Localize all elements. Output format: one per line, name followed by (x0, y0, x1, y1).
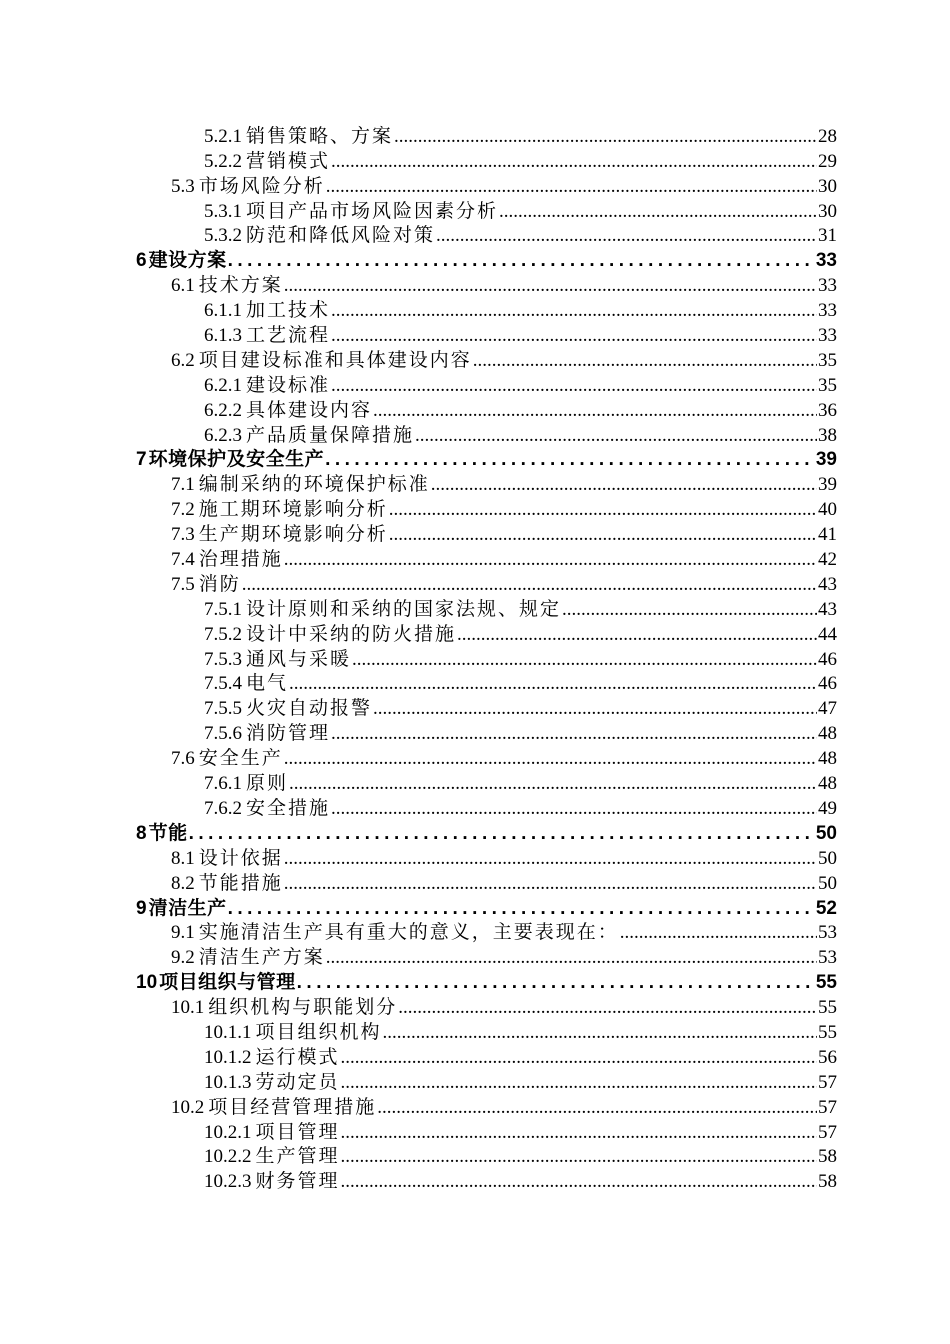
toc-entry[interactable] (0, 1045, 950, 1070)
toc-entry-number: 10.2.3 (204, 1171, 252, 1193)
toc-dot-leader (383, 1021, 817, 1045)
toc-entry-title: 项目组织与管理 (159, 972, 296, 994)
toc-entry-number: 7.5.2 (204, 623, 242, 645)
toc-entry-title: 产品质量保障措施 (246, 424, 415, 446)
toc-entry-page-number: 53 (818, 922, 837, 944)
toc-entry-page-number: 50 (815, 822, 837, 844)
toc-entry-page-number: 33 (818, 300, 837, 322)
toc-entry[interactable] (0, 896, 950, 921)
toc-dot-leader (620, 921, 817, 945)
toc-entry[interactable] (0, 1120, 950, 1145)
toc-entry-page-number: 30 (818, 200, 837, 222)
toc-dot-leader (389, 523, 817, 547)
toc-entry-title: 节能措施 (198, 872, 283, 894)
table-of-contents (0, 124, 950, 1194)
toc-entry-title: 加工技术 (246, 300, 331, 322)
toc-entry-number: 7.5 (171, 573, 195, 595)
toc-dot-leader (289, 672, 817, 696)
toc-entry-page-number: 55 (815, 972, 837, 994)
toc-dot-leader (284, 872, 817, 896)
toc-entry-page-number: 58 (818, 1171, 837, 1193)
toc-entry-title: 具体建设内容 (246, 399, 373, 421)
toc-entry-title: 运行模式 (255, 1046, 340, 1068)
toc-entry-title: 施工期环境影响分析 (198, 499, 388, 521)
toc-entry-number: 8.2 (171, 872, 195, 894)
toc-entry-number: 10.1.3 (204, 1071, 252, 1093)
toc-entry-number: 10.2 (171, 1096, 205, 1118)
toc-dot-leader (326, 175, 817, 199)
toc-entry-title: 设计原则和采纳的国家法规、规定 (246, 598, 562, 620)
toc-entry[interactable] (0, 497, 950, 522)
toc-entry-number: 10.2.2 (204, 1146, 252, 1168)
toc-entry-page-number: 47 (818, 698, 837, 720)
toc-dot-leader (431, 473, 817, 497)
toc-entry[interactable] (0, 298, 950, 323)
toc-entry[interactable] (0, 597, 950, 622)
toc-dot-leader (297, 971, 815, 995)
toc-entry-page-number: 57 (818, 1071, 837, 1093)
toc-entry[interactable] (0, 373, 950, 398)
toc-entry-page-number: 36 (818, 399, 837, 421)
toc-dot-leader (394, 125, 817, 149)
toc-entry-number: 6.2 (171, 349, 195, 371)
toc-entry-title: 安全措施 (246, 797, 331, 819)
toc-dot-leader (331, 150, 817, 174)
toc-entry-number: 8 (136, 822, 147, 844)
toc-dot-leader (228, 249, 815, 273)
toc-entry-number: 10.1.2 (204, 1046, 252, 1068)
toc-entry-title: 清洁生产 (148, 897, 227, 919)
toc-dot-leader (289, 772, 817, 796)
toc-entry[interactable] (0, 796, 950, 821)
toc-entry-number: 6.2.1 (204, 374, 242, 396)
toc-entry-page-number: 40 (818, 499, 837, 521)
toc-entry-title: 防范和降低风险对策 (246, 225, 436, 247)
toc-entry-title: 建设方案 (148, 250, 227, 272)
toc-entry[interactable] (0, 622, 950, 647)
toc-entry-number: 7.6 (171, 748, 195, 770)
toc-entry[interactable] (0, 1070, 950, 1095)
toc-entry-number: 7.6.2 (204, 797, 242, 819)
toc-dot-leader (436, 224, 817, 248)
toc-entry-title: 项目管理 (255, 1121, 340, 1143)
toc-entry-number: 5.3.2 (204, 225, 242, 247)
toc-entry-number: 9 (136, 897, 147, 919)
toc-entry-title: 组织机构与职能划分 (208, 997, 398, 1019)
toc-entry-number: 9.1 (171, 922, 195, 944)
toc-dot-leader (473, 349, 817, 373)
toc-entry-page-number: 38 (818, 424, 837, 446)
toc-dot-leader (242, 573, 817, 597)
toc-entry-title: 消防 (198, 573, 241, 595)
toc-entry[interactable] (0, 871, 950, 896)
toc-entry-number: 5.2.1 (204, 125, 242, 147)
toc-entry-title: 财务管理 (255, 1171, 340, 1193)
toc-entry-number: 6.2.2 (204, 399, 242, 421)
toc-entry-page-number: 57 (818, 1121, 837, 1143)
toc-entry-page-number: 33 (818, 325, 837, 347)
toc-entry-page-number: 55 (818, 997, 837, 1019)
toc-entry-number: 10.1.1 (204, 1021, 252, 1043)
toc-dot-leader (331, 722, 817, 746)
toc-dot-leader (284, 274, 817, 298)
toc-entry-title: 设计依据 (198, 847, 283, 869)
toc-entry[interactable] (0, 672, 950, 697)
toc-entry-title: 项目经营管理措施 (208, 1096, 377, 1118)
toc-entry[interactable] (0, 1020, 950, 1045)
toc-entry[interactable] (0, 1169, 950, 1194)
toc-entry-page-number: 35 (818, 349, 837, 371)
toc-dot-leader (284, 847, 817, 871)
toc-entry[interactable] (0, 149, 950, 174)
toc-dot-leader (352, 648, 817, 672)
toc-entry-title: 原则 (246, 773, 289, 795)
toc-entry[interactable] (0, 821, 950, 846)
toc-entry-page-number: 43 (818, 598, 837, 620)
toc-entry[interactable] (0, 1095, 950, 1120)
toc-entry-title: 消防管理 (246, 723, 331, 745)
toc-entry[interactable] (0, 348, 950, 373)
toc-entry-number: 10 (136, 972, 158, 994)
toc-entry-page-number: 48 (818, 748, 837, 770)
toc-entry-page-number: 56 (818, 1046, 837, 1068)
toc-entry-page-number: 28 (818, 125, 837, 147)
toc-entry[interactable] (0, 921, 950, 946)
toc-entry-page-number: 58 (818, 1146, 837, 1168)
toc-dot-leader (284, 747, 817, 771)
toc-entry[interactable] (0, 696, 950, 721)
toc-entry[interactable] (0, 273, 950, 298)
toc-dot-leader (341, 1170, 817, 1194)
toc-entry-number: 6.1.3 (204, 325, 242, 347)
toc-entry-page-number: 29 (818, 150, 837, 172)
toc-entry[interactable] (0, 224, 950, 249)
toc-dot-leader (341, 1046, 817, 1070)
toc-dot-leader (341, 1145, 817, 1169)
toc-dot-leader (499, 200, 817, 224)
toc-dot-leader (331, 299, 817, 323)
toc-dot-leader (373, 697, 817, 721)
toc-entry-page-number: 55 (818, 1021, 837, 1043)
toc-entry-page-number: 46 (818, 648, 837, 670)
toc-entry-page-number: 39 (815, 449, 837, 471)
toc-entry-title: 火灾自动报警 (246, 698, 373, 720)
toc-entry-number: 6 (136, 250, 147, 272)
toc-entry-page-number: 57 (818, 1096, 837, 1118)
toc-entry-title: 设计中采纳的防火措施 (246, 623, 457, 645)
toc-dot-leader (373, 399, 817, 423)
toc-entry-number: 10.1 (171, 997, 205, 1019)
toc-entry-page-number: 35 (818, 374, 837, 396)
toc-entry[interactable] (0, 721, 950, 746)
toc-dot-leader (331, 374, 817, 398)
toc-dot-leader (377, 1096, 817, 1120)
toc-entry-title: 销售策略、方案 (246, 125, 394, 147)
toc-entry-title: 项目建设标准和具体建设内容 (198, 349, 472, 371)
toc-entry[interactable] (0, 174, 950, 199)
toc-entry-number: 7.5.4 (204, 673, 242, 695)
toc-entry-page-number: 53 (818, 947, 837, 969)
toc-entry-page-number: 33 (815, 250, 837, 272)
toc-entry-number: 7.5.6 (204, 723, 242, 745)
toc-dot-leader (457, 623, 817, 647)
toc-entry-page-number: 43 (818, 573, 837, 595)
toc-entry-number: 5.3 (171, 175, 195, 197)
toc-entry[interactable] (0, 199, 950, 224)
toc-dot-leader (331, 324, 817, 348)
toc-entry[interactable] (0, 746, 950, 771)
toc-entry[interactable] (0, 522, 950, 547)
toc-entry-page-number: 50 (818, 847, 837, 869)
toc-entry[interactable] (0, 846, 950, 871)
toc-entry[interactable] (0, 547, 950, 572)
toc-entry-page-number: 33 (818, 275, 837, 297)
toc-dot-leader (341, 1121, 817, 1145)
toc-entry-number: 5.2.2 (204, 150, 242, 172)
toc-entry-title: 建设标准 (246, 374, 331, 396)
toc-entry-number: 6.1.1 (204, 300, 242, 322)
toc-entry-title: 实施清洁生产具有重大的意义，主要表现在： (198, 922, 619, 944)
toc-dot-leader (398, 996, 817, 1020)
toc-entry-number: 7 (136, 449, 147, 471)
toc-entry-title: 营销模式 (246, 150, 331, 172)
toc-entry-page-number: 41 (818, 524, 837, 546)
toc-entry[interactable] (0, 771, 950, 796)
toc-entry[interactable] (0, 323, 950, 348)
toc-entry-title: 节能 (148, 822, 188, 844)
toc-entry-page-number: 30 (818, 175, 837, 197)
toc-entry-number: 7.5.3 (204, 648, 242, 670)
toc-entry-number: 7.3 (171, 524, 195, 546)
toc-entry[interactable] (0, 995, 950, 1020)
toc-entry[interactable] (0, 124, 950, 149)
toc-dot-leader (389, 498, 817, 522)
toc-entry-title: 电气 (246, 673, 289, 695)
toc-entry-number: 5.3.1 (204, 200, 242, 222)
toc-entry-page-number: 39 (818, 474, 837, 496)
toc-entry-page-number: 52 (815, 897, 837, 919)
toc-entry[interactable] (0, 1145, 950, 1170)
toc-dot-leader (228, 897, 815, 921)
toc-entry[interactable] (0, 448, 950, 473)
toc-entry-title: 生产管理 (255, 1146, 340, 1168)
toc-entry-number: 7.5.1 (204, 598, 242, 620)
toc-entry-page-number: 44 (818, 623, 837, 645)
toc-entry-page-number: 49 (818, 797, 837, 819)
toc-entry[interactable] (0, 248, 950, 273)
toc-entry-title: 项目组织机构 (255, 1021, 382, 1043)
toc-entry-title: 工艺流程 (246, 325, 331, 347)
toc-entry-title: 技术方案 (198, 275, 283, 297)
toc-entry-page-number: 46 (818, 673, 837, 695)
toc-dot-leader (415, 424, 817, 448)
toc-entry[interactable] (0, 970, 950, 995)
toc-entry-page-number: 31 (818, 225, 837, 247)
toc-entry-title: 清洁生产方案 (198, 947, 325, 969)
toc-entry-page-number: 42 (818, 549, 837, 571)
toc-dot-leader (325, 448, 815, 472)
toc-dot-leader (331, 797, 817, 821)
toc-entry-page-number: 48 (818, 773, 837, 795)
toc-dot-leader (189, 822, 815, 846)
toc-entry-page-number: 50 (818, 872, 837, 894)
toc-entry-number: 7.6.1 (204, 773, 242, 795)
toc-entry-page-number: 48 (818, 723, 837, 745)
toc-dot-leader (284, 548, 817, 572)
toc-entry-title: 项目产品市场风险因素分析 (246, 200, 499, 222)
toc-entry-number: 7.5.5 (204, 698, 242, 720)
toc-entry-number: 7.2 (171, 499, 195, 521)
toc-entry-title: 环境保护及安全生产 (148, 449, 325, 471)
toc-entry-title: 生产期环境影响分析 (198, 524, 388, 546)
toc-entry-number: 9.2 (171, 947, 195, 969)
toc-entry-title: 通风与采暖 (246, 648, 352, 670)
toc-entry-number: 10.2.1 (204, 1121, 252, 1143)
toc-entry-title: 治理措施 (198, 549, 283, 571)
toc-entry-title: 劳动定员 (255, 1071, 340, 1093)
toc-entry-title: 安全生产 (198, 748, 283, 770)
toc-entry-number: 7.1 (171, 474, 195, 496)
toc-entry-title: 编制采纳的环境保护标准 (198, 474, 430, 496)
toc-entry[interactable] (0, 945, 950, 970)
toc-dot-leader (562, 598, 817, 622)
toc-entry-number: 7.4 (171, 549, 195, 571)
toc-entry-number: 6.2.3 (204, 424, 242, 446)
toc-entry[interactable] (0, 423, 950, 448)
toc-entry[interactable] (0, 472, 950, 497)
toc-entry-number: 6.1 (171, 275, 195, 297)
toc-entry[interactable] (0, 398, 950, 423)
toc-entry-number: 8.1 (171, 847, 195, 869)
toc-entry[interactable] (0, 572, 950, 597)
toc-entry-title: 市场风险分析 (198, 175, 325, 197)
toc-dot-leader (326, 946, 817, 970)
toc-dot-leader (341, 1071, 817, 1095)
toc-entry[interactable] (0, 647, 950, 672)
